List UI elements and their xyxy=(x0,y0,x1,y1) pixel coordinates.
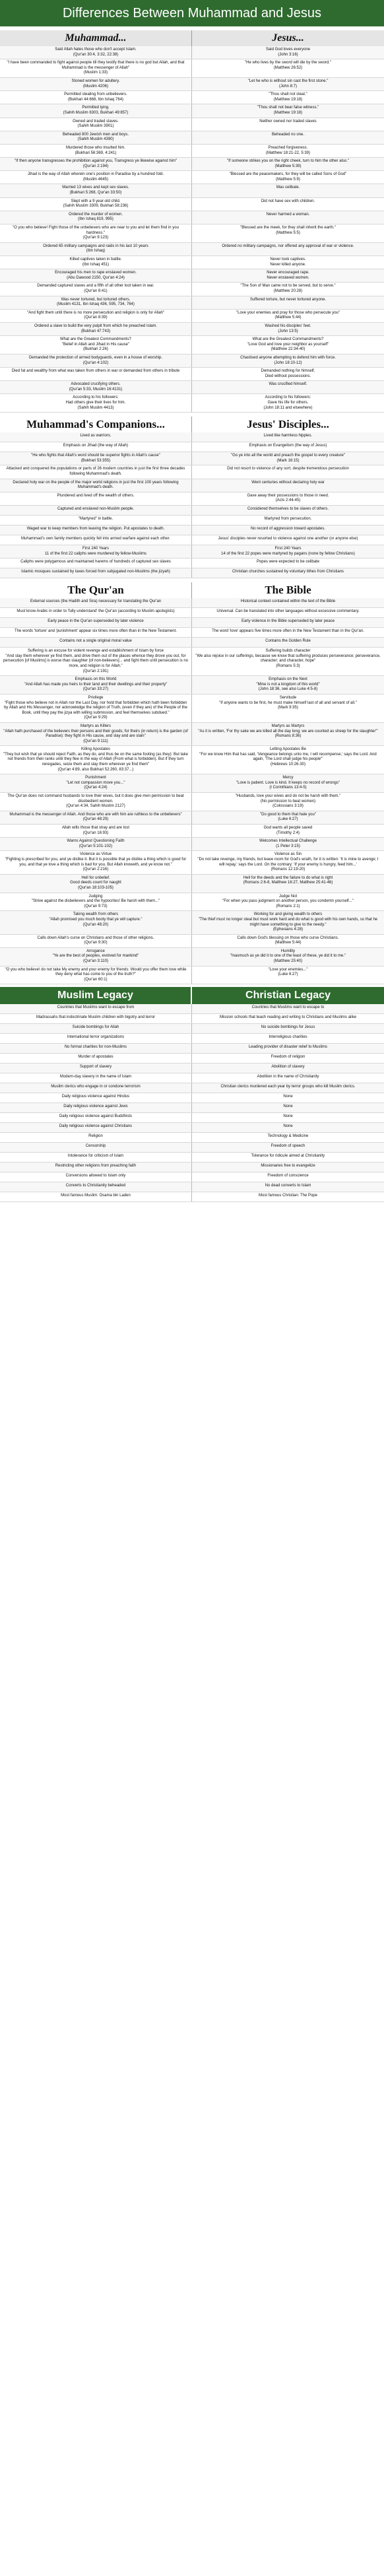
right-cell: First 240 Years 14 of the first 22 popes were martyred by pagans (none by fellow Christians) xyxy=(192,545,384,558)
left-cell: Owned and traded slaves. (Sahih Muslim 3901) xyxy=(0,118,192,131)
left-cell: Daily religious violence against Hindus xyxy=(0,1093,192,1102)
table-row xyxy=(0,628,384,638)
table-row xyxy=(0,465,384,479)
right-cell: Was celibate. xyxy=(192,184,384,197)
right-cell: Popes were expected to be celibate xyxy=(256,560,320,564)
left-cell: Killed captives taken in battle. (Ibn Ishaq 451) xyxy=(0,256,192,269)
muslim-legacy-heading: Muslim Legacy xyxy=(0,987,192,1004)
legacy-row xyxy=(0,1093,384,1103)
table-row xyxy=(0,838,384,851)
right-cell: Letting Apostates Be "For we know Him that has said, 'Vengeance belongs unto me, I will recompense,' says the Lord. And again, 'The Lord shall judge his people'" (Hebrews 10:26-30) xyxy=(199,747,377,767)
left-cell: Murder of apostates xyxy=(0,1054,192,1063)
legacy-row xyxy=(0,1182,384,1192)
right-cell: "Love your enemies..." (Luke 6:27) xyxy=(268,967,308,977)
table-row xyxy=(0,336,384,355)
right-cell: Never encouraged rape. Never enslaved women. xyxy=(192,269,384,282)
legacy-row xyxy=(0,1083,384,1093)
table-row xyxy=(0,608,384,618)
right-cell: "Let he who is without sin cast the first stone." (John 8:7) xyxy=(192,78,384,90)
left-cell: Calls down Allah's curse on Christians and those of other religions. (Qur'an 9:30) xyxy=(0,935,192,947)
left-cell: Daily religious violence against Jews xyxy=(0,1103,192,1112)
left-cell: Intolerance for criticism of Islam xyxy=(0,1153,192,1162)
right-cell: "If someone strikes you on the right cheek, turn to him the other also." (Matthew 5:39) xyxy=(192,158,384,170)
legacy-row xyxy=(0,1024,384,1034)
table-row xyxy=(0,158,384,171)
table-row xyxy=(0,911,384,934)
right-column-heading: The Bible xyxy=(192,582,384,598)
right-cell: Neither owned nor traded slaves xyxy=(259,119,317,123)
page-title: Differences Between Muhammad and Jesus xyxy=(0,0,384,26)
legacy-row xyxy=(0,1064,384,1073)
right-cell: Violence as Sin "Do not take revenge, my friends, but leave room for God's wrath, for it is written: 'It is mine to avenge; I will repay,' says the Lord. On the contrary: 'If your enemy is hungry, feed him...' (Romans 12:19-20) xyxy=(197,852,379,872)
table-row xyxy=(0,310,384,323)
table-row xyxy=(0,59,384,78)
right-cell: Emphasis on the Next "Mine is not a kingdom of this world" (John 18:36, see also Luke 4:5-8) xyxy=(192,676,384,694)
table-row xyxy=(0,516,384,525)
table-row xyxy=(0,598,384,608)
table-row xyxy=(0,948,384,966)
left-cell: Daily religious violence against Buddhists xyxy=(0,1113,192,1122)
left-cell: External sources (the Hadith and Sira) necessary for translating the Qur'an xyxy=(0,598,192,607)
left-cell: Jihad is the way of Allah wherein one's position in Paradise by a hundred fold. (Muslim 4645) xyxy=(0,171,192,184)
left-cell: Declared holy war on the people of the major world religions in just the first 100 years following Muhammad's death. xyxy=(0,479,192,492)
comparison-rows xyxy=(0,598,384,984)
right-cell: Lived like harmless hippies. xyxy=(192,432,384,442)
table-row xyxy=(0,46,384,59)
legacy-row xyxy=(0,1123,384,1133)
right-cell: Freedom of speech xyxy=(192,1143,384,1152)
table-row xyxy=(0,381,384,394)
table-row xyxy=(0,676,384,695)
left-cell: Stoned women for adultery. (Muslim 4206) xyxy=(0,78,192,90)
table-row xyxy=(0,296,384,310)
table-row xyxy=(0,211,384,224)
table-row xyxy=(0,559,384,568)
table-row xyxy=(0,118,384,131)
right-cell: Demanded nothing for himself. Died without possessions. xyxy=(261,369,315,378)
comparison-section xyxy=(0,30,384,413)
left-cell: Restricting other religions from preaching faith xyxy=(0,1163,192,1172)
left-cell: Madrassahs that indoctrinate Muslim children with bigotry and terror xyxy=(0,1014,192,1023)
right-cell: Christian clerics murdered each year by terror groups who kill Muslim clerics. xyxy=(192,1083,384,1093)
legacy-row xyxy=(0,1172,384,1182)
table-row xyxy=(0,875,384,893)
right-cell: Did not have sex with children. xyxy=(261,199,315,203)
left-column-heading: Muhammad's Companions... xyxy=(0,417,192,432)
table-row xyxy=(0,506,384,516)
table-row xyxy=(0,452,384,465)
right-cell: Missionaries free to evangelize xyxy=(192,1163,384,1172)
table-row xyxy=(0,91,384,104)
left-cell: The words 'torture' and 'punishment' appear six times more often than in the New Testament. xyxy=(0,628,192,637)
right-cell: Early violence in the Bible superseded by later peace xyxy=(192,618,384,627)
right-cell: No dead converts to Islam xyxy=(192,1182,384,1192)
left-cell: Violence as Virtue "Fighting is prescribed for you, and ye dislike it. But it is possible that ye dislike a thing which is good for you, and that ye love a thing which is bad for you. But Allah knoweth, and ye know not." (Qur'an 2:216) xyxy=(0,851,192,873)
right-cell: Beheaded no one. xyxy=(192,131,384,144)
right-cell: Leading provider of disaster relief to Muslims xyxy=(192,1044,384,1053)
section-header xyxy=(0,417,384,432)
table-row xyxy=(0,432,384,442)
table-row xyxy=(0,256,384,269)
table-row xyxy=(0,618,384,628)
comparison-rows xyxy=(0,46,384,413)
right-cell: Went centuries without declaring holy war xyxy=(192,479,384,492)
right-cell: "Thou shalt not steal." (Matthew 19:18) xyxy=(269,92,307,102)
left-cell: Censorship xyxy=(0,1143,192,1152)
comparison-rows xyxy=(0,432,384,578)
table-row xyxy=(0,545,384,559)
table-row xyxy=(0,793,384,811)
left-cell: Ordered the murder of women. (Ibn Ishaq 819, 995) xyxy=(0,211,192,224)
table-row xyxy=(0,224,384,243)
table-row xyxy=(0,568,384,578)
legacy-row xyxy=(0,1014,384,1024)
right-column-heading: Jesus... xyxy=(192,30,384,46)
legacy-row xyxy=(0,1192,384,1202)
right-cell: Jesus' disciples never resorted to violence against one another (or anyone else) xyxy=(218,537,358,541)
legacy-row xyxy=(0,1133,384,1143)
right-cell: Historical context contained within the text of the Bible xyxy=(192,598,384,607)
right-cell: None xyxy=(283,1114,293,1119)
left-cell: The Qur'an does not command husbands to love their wives, but it does give men permission to beat disobedient women. (Qur'an 4:34, Sahih Muslim 2127) xyxy=(0,793,192,811)
legacy-row xyxy=(0,1113,384,1123)
right-cell: Technology & Medicine xyxy=(267,1134,309,1139)
table-row xyxy=(0,198,384,211)
left-cell: Captured and enslaved non-Muslim people. xyxy=(0,506,192,515)
table-row xyxy=(0,323,384,336)
right-cell: Freedom of religion xyxy=(271,1055,305,1060)
left-cell: First 240 Years 11 of the first 22 caliphs were murdered by fellow-Muslims xyxy=(0,545,192,558)
right-cell: Hell for the deeds and the failure to do what is right (Romans 2:6-8, Matthew 16:27, Matthew 25:41-46) xyxy=(192,875,384,893)
right-cell: Did not resort to violence of any sort, despite tremendous persecution xyxy=(227,467,349,471)
left-cell: Was never tortured, but tortured others. (Muslim 4131, Ibn Ishaq 436, 595, 734, 764) xyxy=(0,296,192,309)
left-cell: Permitted stealing from unbelievers. (Bukhari 44:668, Ibn Ishaq 764) xyxy=(0,91,192,104)
table-row xyxy=(0,394,384,413)
right-cell: None xyxy=(283,1095,293,1099)
left-cell: Daily religious violence against Christians xyxy=(0,1123,192,1132)
left-cell: "If then anyone transgresses the prohibition against you, Transgress ye likewise against him" (Qur'an 2:194) xyxy=(0,158,192,170)
right-cell: Suffering builds character "We also rejoice in our sufferings, because we know that suffering produces perseverance; perseverance, character; and character, hope" (Romans 5:3) xyxy=(195,649,381,668)
table-row xyxy=(0,746,384,774)
left-cell: Beheaded 800 Jewish men and boys. (Sahih Muslim 4390) xyxy=(0,131,192,144)
left-cell: Muhammad's own family members quickly fell into armed warfare against each other. xyxy=(0,535,192,545)
right-cell: "He who lives by the sword will die by the sword." (Matthew 26:52) xyxy=(245,61,331,70)
legacy-table xyxy=(0,1004,384,1202)
left-cell: Advocated crucifying others. (Qur'an 5:33, Muslim 16:4131) xyxy=(0,381,192,393)
right-column-heading: Jesus' Disciples... xyxy=(192,417,384,432)
left-cell: Allah wills those that stray and are lost (Qur'an 16:93) xyxy=(0,825,192,837)
right-cell: "Thou shalt not bear false witness." (Matthew 19:18) xyxy=(192,104,384,117)
table-row xyxy=(0,269,384,283)
right-cell: Judge Not "For when you pass judgment on another person, you condemn yourself..." (Romans 2:1) xyxy=(222,894,354,908)
left-cell: Married 13 wives and kept sex slaves. (Bukhari 5:268, Qur'an 33:50) xyxy=(0,184,192,197)
left-cell: "He who fights that Allah's word should be superior fights in Allah's cause" (Bukhari 53:355) xyxy=(0,452,192,465)
left-cell: Contains not a single original moral value xyxy=(0,638,192,647)
right-cell: The word 'love' appears five times more often in the New Testament than in the Qur'an. xyxy=(212,629,364,634)
right-cell: What are the Greatest Commandments? "Love God and love your neighbor as yourself" (Matthew 22:34-40) xyxy=(247,337,329,352)
right-cell: Christian churches sustained by voluntary tithes from Christians xyxy=(192,568,384,578)
right-cell: Martyrs as Martyrs "As it is written, 'For thy sake we are killed all the day long; we are counted as sheep for the slaughter'" (Romans 8:36) xyxy=(192,723,384,745)
right-cell: Humility "Inasmuch as ye did it to one of the least of these, ye did it to me." (Matthew 25:40) xyxy=(192,948,384,966)
right-cell: According to his followers: Gave his life for others. (John 18:11 and elsewhere) xyxy=(263,395,313,410)
right-cell: Freedom of conscience xyxy=(267,1174,309,1178)
left-cell: Privilege "Fight those who believe not in Allah nor the Last Day, nor hold that forbidden which hath been forbidden by Allah and His Messenger, nor acknowledge the religion of Truth, (even if they are) of the People of the Book, until they pay the jizya with willing submission, and feel themselves subdued." (Qur'an 9:29) xyxy=(0,695,192,722)
left-cell: Muslim clerics who engage in or condone terrorism xyxy=(0,1083,192,1093)
right-cell: None xyxy=(192,1123,384,1132)
left-cell: "Martyred" in battle. xyxy=(0,516,192,525)
right-cell: "Blessed are the meek, for they shall inherit the earth." (Matthew 5:5) xyxy=(240,226,336,235)
comparison-section xyxy=(0,582,384,984)
left-cell: Must know Arabic in order to 'fully understand' the Qur'an (according to Muslim apologists) xyxy=(0,608,192,617)
left-cell: Murdered those who insulted him. (Bukhari 56:369, 4:241) xyxy=(0,145,192,157)
left-cell: Conversions allowed to Islam only xyxy=(0,1172,192,1182)
right-cell: "Go ye into all the world and preach the gospel to every creature" (Mark 16:15) xyxy=(192,452,384,465)
right-cell: Ordered no military campaigns, nor offered any approval of war or violence. xyxy=(192,243,384,255)
right-cell: "Blessed are the peacemakers, for they will be called Sons of God" (Matthew 5:9) xyxy=(229,172,347,182)
table-row xyxy=(0,442,384,452)
left-cell: Judging "Strive against the disbelievers and the hypocrites! Be harsh with them..." (Qur'an 9:73) xyxy=(0,893,192,911)
left-column-heading: Muhammad... xyxy=(0,30,192,46)
legacy-row xyxy=(0,1054,384,1064)
right-cell: Abolition in the name of Christianity xyxy=(257,1075,319,1079)
table-row xyxy=(0,479,384,492)
right-cell: Chastised anyone attempting to defend him with force. (John 18:10-12) xyxy=(192,355,384,367)
left-cell: Muhammad is the messenger of Allah. And those who are with him are ruthless to the unbelievers" (Qur'an 48:29) xyxy=(0,811,192,824)
left-cell: "I have been commanded to fight against people till they testify that there is no god but Allah, and that Muhammad is the messenger of Allah" (Muslim 1:33) xyxy=(0,59,192,77)
table-row xyxy=(0,935,384,948)
left-cell: Encouraged his men to rape enslaved women. (Abu Dawood 2150, Qur'an 4:24) xyxy=(0,269,192,282)
right-cell: No record of aggression toward apostates. xyxy=(192,525,384,535)
left-cell: "And fight them until there is no more persecution and religion is only for Allah" (Qur'an 8:39) xyxy=(0,310,192,322)
left-cell: Martyrs as Killers "Allah hath purchased of the believers their persons and their goods; for theirs (in return) is the garden (of Paradise): they fight in His cause, and slay and are slain" (Qur'an 9:111) xyxy=(0,723,192,745)
left-cell: Attacked and conquered the populations or parts of 26 modern countries in just the first three decades following Muhammad's death. xyxy=(0,465,192,478)
table-row xyxy=(0,966,384,985)
right-cell: No suicide bombings for Jesus xyxy=(192,1024,384,1033)
right-cell: Martyred from persecution. xyxy=(264,517,312,521)
left-cell: "O you who believe! Fight those of the unbelievers who are near to you and let them find in you hardness." (Qur'an 9:123) xyxy=(0,224,192,242)
table-row xyxy=(0,131,384,145)
left-cell: Said Allah hates those who don't accept Islam. (Qur'an 30:4, 3:32, 22:38) xyxy=(0,46,192,59)
left-cell: Slept with a 9 year-old child. (Sahih Muslim 3309, Bukhari 58:236) xyxy=(0,198,192,211)
left-cell: Died fat and wealthy from what was taken from others in war or demanded from others in tribute xyxy=(0,368,192,380)
table-row xyxy=(0,638,384,648)
left-column-heading: The Qur'an xyxy=(0,582,192,598)
right-cell: Considered themselves to be slaves of others. xyxy=(192,506,384,515)
left-cell: Arrogance "Ye are the best of peoples, evolved for mankind" (Qur'an 3:110) xyxy=(0,948,192,966)
right-cell: Said God loves everyone (John 3:16) xyxy=(192,46,384,59)
right-cell: Washed his disciples' feet. (John 13:5) xyxy=(192,323,384,335)
table-row xyxy=(0,648,384,676)
legacy-row xyxy=(0,1034,384,1044)
left-cell: Killing Apostates "They but wish that ye should reject Faith, as they do, and thus be on the same footing (as they): But take not friends from their ranks until they flee in the way of Allah (From what is forbidden). But if they turn renegades, seize them and slay them wherever ye find them" (Qur'an 4:89, also Bukhari 52:260, 83:37...) xyxy=(0,746,192,774)
right-cell: Abolition of slavery xyxy=(192,1064,384,1073)
right-cell: Never harmed a woman. xyxy=(192,211,384,224)
right-cell: Tolerance for ridicule aimed at Christianity xyxy=(251,1154,325,1159)
left-cell: International terror organizations xyxy=(0,1034,192,1043)
table-row xyxy=(0,171,384,184)
table-row xyxy=(0,851,384,874)
table-row xyxy=(0,368,384,381)
left-cell: Suffering is an excuse for violent revenge and establishment of Islam by force "And slay them wherever ye find them, and drive them out of the places whence they drove you out, for persecution [of Muslims] is worse than slaughter [of non-believers]... and fight them until persecution is no more, and religion is for Allah." (Qur'an 2:191) xyxy=(0,648,192,675)
left-cell: Demanded captured slaves and a fifth of all other loot taken in war. (Qur'an 8:41) xyxy=(0,283,192,295)
right-cell: Contains the Golden Rule xyxy=(192,638,384,647)
left-cell: Suicide bombings for Allah xyxy=(0,1024,192,1033)
table-row xyxy=(0,283,384,296)
table-row xyxy=(0,184,384,197)
table-row xyxy=(0,525,384,535)
comparison-section xyxy=(0,417,384,578)
left-cell: Warns Against Questioning Faith (Qur'an 5:101-102) xyxy=(0,838,192,850)
left-cell: Emphasis on Jihad (the way of Allah) xyxy=(0,442,192,452)
section-header xyxy=(0,582,384,598)
left-cell: Religion xyxy=(0,1133,192,1142)
table-row xyxy=(0,243,384,256)
right-cell: "The Son of Man came not to be served, but to serve." (Matthew 20:28) xyxy=(240,284,336,293)
legacy-row xyxy=(0,1103,384,1113)
left-cell: Taking wealth from others "Allah promised you much booty that ye will capture." (Qur'an 48:20) xyxy=(0,911,192,933)
left-cell: Ordered 65 military campaigns and raids in his last 10 years (Ibn Ishaq) xyxy=(0,243,192,255)
table-row xyxy=(0,774,384,793)
right-cell: Emphasis on Evangelism (the way of Jesus) xyxy=(249,444,327,448)
right-cell: Working for and giving wealth to others "The thief must no longer steal but must work hard and do what is good with his own hands, so that he might have something to give to the needy." (Ephesians 4:28) xyxy=(192,911,384,933)
right-cell: Was crucified himself. xyxy=(192,381,384,393)
legacy-row xyxy=(0,1143,384,1153)
left-cell: Support of slavery xyxy=(0,1064,192,1073)
right-cell: Welcomes Intellectual Challenge (1 Peter 3:15) xyxy=(192,838,384,850)
right-cell: Interreligious charities xyxy=(269,1035,307,1040)
right-cell: God wants all people saved (Timothy 2:4) xyxy=(263,826,313,835)
right-cell: Gave away their possessions to those in need. (Acts 2:44-45) xyxy=(247,493,329,503)
right-cell: Servitude "If anyone wants to be first, he must make himself last of all and servant of all." (Mark 9:35) xyxy=(219,695,357,710)
right-cell: Universal. Can be translated into other languages without excessive commentary. xyxy=(216,609,360,614)
left-cell: No formal charities for non-Muslims xyxy=(0,1044,192,1053)
legacy-row xyxy=(0,1163,384,1172)
right-cell: Most famous Christian: The Pope xyxy=(259,1194,317,1198)
table-row xyxy=(0,78,384,91)
right-cell: "Husbands, love your wives and do not be harsh with them." (No permission to beat women) (Colossians 3:19) xyxy=(235,794,341,809)
table-row xyxy=(0,893,384,912)
christian-legacy-heading: Christian Legacy xyxy=(192,987,384,1004)
table-row xyxy=(0,104,384,118)
right-cell: Suffered torture, but never tortured anyone. xyxy=(192,296,384,309)
left-cell: Lived as warriors. xyxy=(0,432,192,442)
right-cell: Preached forgiveness. (Matthew 18:21-22, 5:39) xyxy=(265,145,311,155)
left-cell: Most famous Muslim: Osama bin Laden xyxy=(0,1192,192,1202)
table-row xyxy=(0,811,384,825)
section-header xyxy=(0,30,384,46)
left-cell: Modern-day slavery in the name of Islam xyxy=(0,1073,192,1083)
left-cell: Ordered a slave to build the very pulpit from which he preached Islam. (Bukhari 47:743) xyxy=(0,323,192,335)
legacy-row xyxy=(0,1153,384,1163)
left-cell: Punishment "Let not compassion move you..." (Qur'an 4:24) xyxy=(0,774,192,792)
right-cell: Calls down God's blessing on those who curse Christians. (Matthew 5:44) xyxy=(237,935,339,945)
comparison-sections xyxy=(0,30,384,984)
left-cell: Permitted lying. (Sahih Muslim 6303, Bukhari 49:857) xyxy=(0,104,192,117)
right-cell: None xyxy=(192,1103,384,1112)
left-cell: Countries that Muslims want to escape from xyxy=(0,1004,192,1013)
right-cell: Mission schools that teach reading and writing to Christians and Muslims alike xyxy=(219,1015,357,1020)
left-cell: "O you who believe! do not take My enemy and your enemy for friends: Would you offer them love while they deny what has come to you of the truth?" (Qur'an 60:1) xyxy=(0,966,192,984)
table-row xyxy=(0,695,384,723)
right-cell: "Love your enemies and pray for those who persecute you" (Matthew 5:44) xyxy=(236,310,340,320)
legacy-header xyxy=(0,987,384,1004)
left-cell: What are the Greatest Commandments? "Belief in Allah and Jihad in His cause" (Bukhari 2:26) xyxy=(0,336,192,354)
right-cell: "Do good to them that hate you" (Luke 6:27) xyxy=(192,811,384,824)
table-row xyxy=(0,355,384,368)
legacy-row xyxy=(0,1044,384,1054)
left-cell: Converts to Christianity beheaded xyxy=(0,1182,192,1192)
right-cell: Countries that Muslims want to escape to xyxy=(192,1004,384,1013)
table-row xyxy=(0,723,384,746)
legacy-row xyxy=(0,1073,384,1083)
table-row xyxy=(0,825,384,838)
left-cell: Early peace in the Qur'an superseded by later violence xyxy=(0,618,192,627)
left-cell: Emphasis on this World "And Allah has made you heirs to their land and their dwellings and their property" (Qur'an 33:27) xyxy=(0,676,192,694)
left-cell: Hell for unbelief. Good deeds count for naught (Qur'an 18:103-105) xyxy=(0,875,192,893)
left-cell: Islamic mosques sustained by taxes forced from subjugated non-Muslims (the jizyah) xyxy=(0,568,192,578)
table-row xyxy=(0,535,384,545)
table-row xyxy=(0,492,384,506)
right-cell: Never took captives. Never killed anyone. xyxy=(270,257,306,267)
legacy-row xyxy=(0,1004,384,1014)
left-cell: Plundered and lived off the wealth of others. xyxy=(0,492,192,505)
table-row xyxy=(0,145,384,158)
left-cell: Demanded the protection of armed bodyguards, even in a house of worship. (Qur'an 4:102) xyxy=(0,355,192,367)
left-cell: Waged war to keep members from leaving the religion. Put apostates to death. xyxy=(0,525,192,535)
right-cell: Mercy "Love is patient. Love is kind. It keeps no record of wrongs" (I Corinthians 13:4-5) xyxy=(192,774,384,792)
left-cell: According to his followers: Had others give their lives for him. (Sahih Muslim 4413) xyxy=(0,394,192,412)
left-cell: Caliphs were polygamous and maintained harems of hundreds of captured sex slaves xyxy=(0,559,192,568)
